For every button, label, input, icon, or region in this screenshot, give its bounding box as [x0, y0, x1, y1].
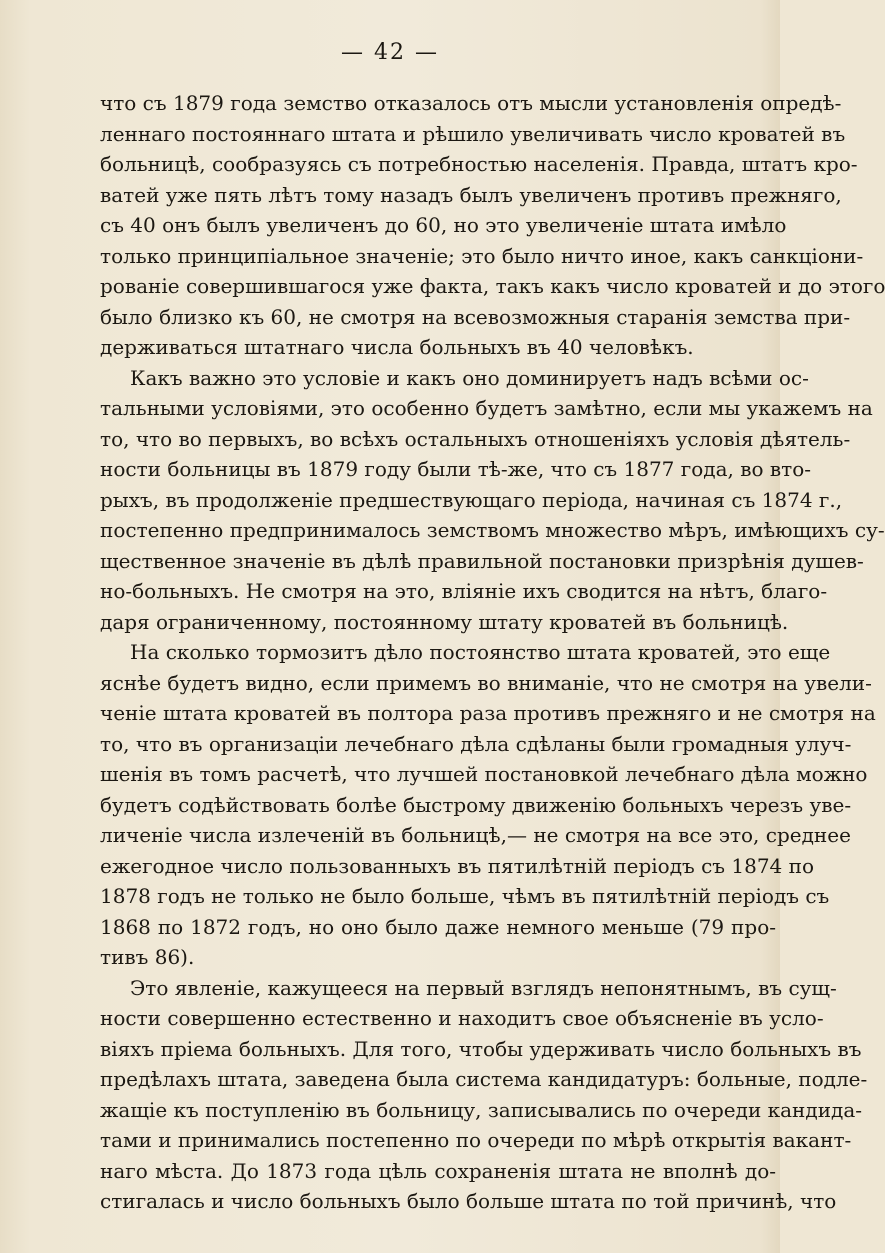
text-line: больницѣ, сообразуясь съ потребностью населенія. Правда, штатъ кро- — [100, 152, 858, 176]
text-line: что съ 1879 года земство отказалось отъ мысли установленія опредѣ- — [100, 91, 842, 115]
text-line: жащіе къ поступленію въ больницу, записывались по очереди кандида- — [100, 1097, 863, 1122]
text-line: то, что въ организаціи лечебнаго дѣла сдѣланы были громадныя улуч- — [100, 731, 852, 756]
text-line: шенія въ томъ расчетѣ, что лучшей постановкой лечебнаго дѣла можно — [100, 762, 868, 786]
text-line: будетъ содѣйствовать болѣе быстрому движенію больныхъ черезъ уве- — [100, 792, 852, 817]
text-line: было близко къ 60, не смотря на всевозможныя старанія земства при- — [100, 304, 851, 329]
paragraph — [100, 88, 885, 363]
text-line: яснѣе будетъ видно, если примемъ во вниманіе, что не смотря на увели- — [100, 670, 872, 695]
text-line: даря ограниченному, постоянному штату кроватей въ больницѣ. — [100, 609, 789, 634]
text-line: рованіе совершившагося уже факта, такъ какъ число кроватей и до этого — [100, 274, 885, 298]
text-line: На сколько тормозитъ дѣло постоянство штата кроватей, это еще — [130, 640, 831, 664]
paragraph — [100, 363, 885, 638]
paragraph — [100, 973, 868, 1217]
text-line: Какъ важно это условіе и какъ оно доминируетъ надъ всѣми ос- — [130, 365, 809, 390]
text-line: тальными условіями, это особенно будетъ замѣтно, если мы укажемъ на — [100, 396, 873, 420]
text-line: Это явленіе, кажущееся на первый взглядъ непонятнымъ, въ сущ- — [130, 975, 837, 1000]
text-line: наго мѣста. До 1873 года цѣль сохраненія штата не вполнѣ до- — [100, 1158, 776, 1183]
text-line: но-больныхъ. Не смотря на это, вліяніе ихъ сводится на нѣтъ, благо- — [100, 579, 828, 603]
text-line: ности совершенно естественно и находитъ свое объясненіе въ усло- — [100, 1006, 824, 1030]
text-line: 1868 по 1872 годъ, но оно было даже немного меньше (79 про- — [100, 914, 776, 939]
text-line: личеніе числа излеченій въ больницѣ,— не смотря на все это, среднее — [100, 823, 851, 847]
page-number: — 42 — — [341, 40, 439, 65]
text-line: щественное значеніе въ дѣлѣ правильной постановки призрѣнія душев- — [100, 548, 864, 573]
text-line: ежегодное число пользованныхъ въ пятилѣтній періодъ съ 1874 по — [100, 853, 815, 878]
text-line: ватей уже пять лѣтъ тому назадъ былъ увеличенъ противъ прежняго, — [100, 182, 842, 207]
text-line: рыхъ, въ продолженіе предшествующаго періода, начиная съ 1874 г., — [100, 487, 843, 512]
text-line: постепенно предпринималось земствомъ множество мѣръ, имѣющихъ су- — [100, 518, 885, 542]
text-line: віяхъ пріема больныхъ. Для того, чтобы удерживать число больныхъ въ — [100, 1036, 862, 1061]
text-line: стигалась и число больныхъ было больше штата по той причинѣ, что — [100, 1189, 837, 1213]
text-line: ности больницы въ 1879 году были тѣ-же, что съ 1877 года, во вто- — [100, 457, 812, 481]
text-line: съ 40 онъ былъ увеличенъ до 60, но это увеличеніе штата имѣло — [100, 213, 787, 237]
body-text — [100, 88, 885, 1217]
text-line: ченіе штата кроватей въ полтора раза противъ прежняго и не смотря на — [100, 701, 876, 725]
text-line: 1878 годъ не только не было больше, чѣмъ въ пятилѣтній періодъ съ — [100, 884, 830, 908]
text-line: держиваться штатнаго числа больныхъ въ 40 человѣкъ. — [100, 335, 694, 359]
text-line: тами и принимались постепенно по очереди по мѣрѣ открытія вакант- — [100, 1128, 852, 1152]
text-line: то, что во первыхъ, во всѣхъ остальныхъ отношеніяхъ условія дѣятель- — [100, 426, 851, 451]
text-line: только принципіальное значеніе; это было ничто иное, какъ санкціони- — [100, 243, 864, 268]
paragraph — [100, 637, 876, 973]
text-line: леннаго постояннаго штата и рѣшило увеличивать число кроватей въ — [100, 121, 846, 146]
text-line: предѣлахъ штата, заведена была система кандидатуръ: больные, подле- — [100, 1067, 868, 1091]
text-line: тивъ 86). — [100, 945, 195, 969]
